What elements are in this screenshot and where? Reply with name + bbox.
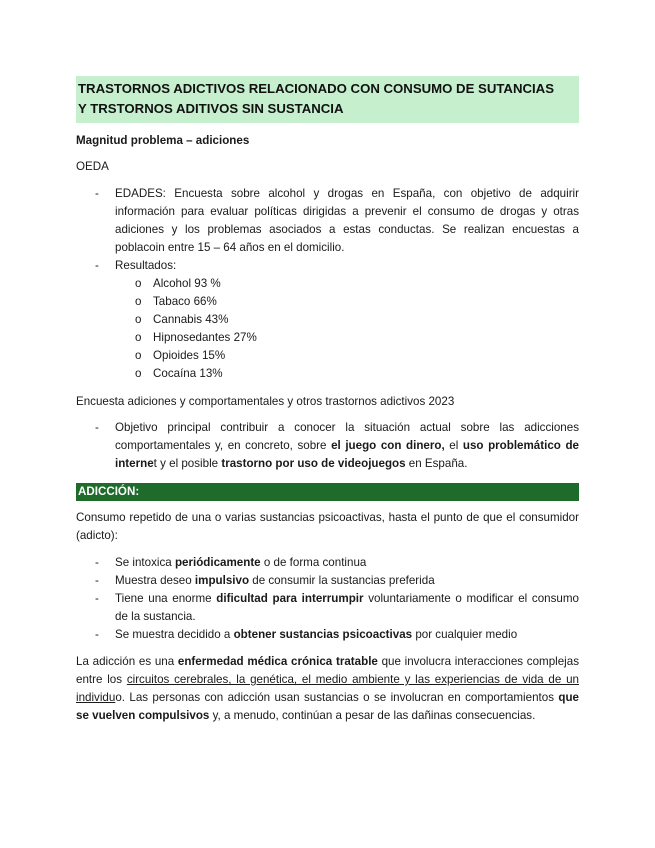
item-text: Se intoxica [115, 556, 175, 569]
dash-bullet: - [95, 556, 99, 569]
item-bold: dificultad para interrumpir [216, 592, 364, 605]
item-text: Muestra deseo [115, 574, 195, 587]
closing-text: y, a menudo, continúan a pesar de las dañinas consecuencias. [209, 709, 536, 722]
dash-bullet: - [95, 592, 99, 605]
closing-text: La adicción es una [76, 655, 178, 668]
item-text: Se muestra decidido a [115, 628, 234, 641]
title-line-2: Y TRSTORNOS ADITIVOS SIN SUSTANCIA [78, 101, 344, 116]
result-item [115, 275, 579, 293]
title-line-1: TRASTORNOS ADICTIVOS RELACIONADO CON CONSUMO DE SUTANCIAS [78, 81, 554, 96]
item-text: voluntariamente o modificar el consumo de la sustancia. [115, 592, 579, 623]
resultados-label: Resultados: [115, 259, 177, 272]
magnitud-heading: Magnitud problema – adiciones [76, 134, 250, 147]
item-bold: periódicamente [174, 556, 261, 569]
closing-text: o. Las personas con adicción usan sustancias o se involucran en comportamientos [115, 691, 559, 704]
encuesta-text: Objetivo principal contribuir a conocer la situación actual sobre las adicciones comportamentales y, en concreto, sobre [115, 421, 579, 452]
item-bold: impulsivo [194, 574, 250, 587]
oeda-list [76, 185, 579, 383]
dash-bullet: - [95, 421, 99, 434]
result-text: Alcohol 93 % [153, 277, 221, 290]
resultados-item [76, 257, 579, 383]
encuesta-bold: uso problemático de interne [115, 439, 579, 470]
item-text: de consumir la sustancias preferida [249, 574, 435, 587]
encuesta-item [76, 419, 579, 473]
document-title [76, 76, 579, 123]
closing-bold: enfermedad médica crónica tratable [177, 655, 378, 668]
closing-bold: que se vuelven compulsivos [76, 691, 579, 722]
adiccion-heading: ADICCIÓN: [76, 483, 579, 501]
closing-paragraph [76, 653, 579, 725]
result-text: Tabaco 66% [153, 295, 217, 308]
oeda-label: OEDA [76, 160, 109, 173]
circle-bullet: o [135, 277, 142, 290]
closing-text: que involucra interacciones complejas entre los [76, 655, 580, 686]
adiccion-item [76, 626, 579, 644]
closing-underlined: circuitos cerebrales, la genética, el medio ambiente y las experiencias de vida de un individu [76, 673, 579, 704]
adiccion-item [76, 554, 579, 572]
edades-item [76, 185, 579, 257]
encuesta-list [76, 419, 579, 473]
result-item [115, 365, 579, 383]
circle-bullet: o [135, 349, 142, 362]
adiccion-item [76, 590, 579, 626]
encuesta-text: en España. [405, 457, 468, 470]
result-text: Hipnosedantes 27% [153, 331, 257, 344]
dash-bullet: - [95, 187, 99, 200]
dash-bullet: - [95, 259, 99, 272]
edades-text: EDADES: Encuesta sobre alcohol y drogas en España, con objetivo de adquirir información para evaluar políticas dirigidas a prevenir el consumo de drogas y otras adiciones y los problemas asociados a estas conductas. Se realizan encuestas a poblacoin entre 15 – 64 años en el domicilio. [115, 187, 579, 254]
circle-bullet: o [135, 331, 142, 344]
encuesta-text: t y el posible [153, 457, 222, 470]
result-item [115, 293, 579, 311]
item-text: Tiene una enorme [115, 592, 217, 605]
item-bold: obtener sustancias psicoactivas [233, 628, 413, 641]
circle-bullet: o [135, 313, 142, 326]
dash-bullet: - [95, 628, 99, 641]
encuesta-bold: el juego con dinero, [331, 439, 445, 452]
encuesta-bold: trastorno por uso de videojuegos [221, 457, 406, 470]
circle-bullet: o [135, 295, 142, 308]
encuesta-text: el [444, 439, 463, 452]
result-item [115, 311, 579, 329]
dash-bullet: - [95, 574, 99, 587]
document-page [76, 76, 579, 725]
resultados-list [115, 275, 579, 383]
adiccion-item [76, 572, 579, 590]
result-item [115, 347, 579, 365]
result-text: Cannabis 43% [153, 313, 229, 326]
item-text: o de forma continua [260, 556, 367, 569]
encuesta-title: Encuesta adiciones y comportamentales y otros trastornos adictivos 2023 [76, 395, 455, 408]
result-item [115, 329, 579, 347]
adiccion-definition: Consumo repetido de una o varias sustancias psicoactivas, hasta el punto de que el consumidor (adicto): [76, 511, 579, 542]
circle-bullet: o [135, 367, 142, 380]
result-text: Cocaína 13% [153, 367, 223, 380]
adiccion-list [76, 554, 579, 644]
result-text: Opioides 15% [153, 349, 226, 362]
item-text: por cualquier medio [412, 628, 518, 641]
